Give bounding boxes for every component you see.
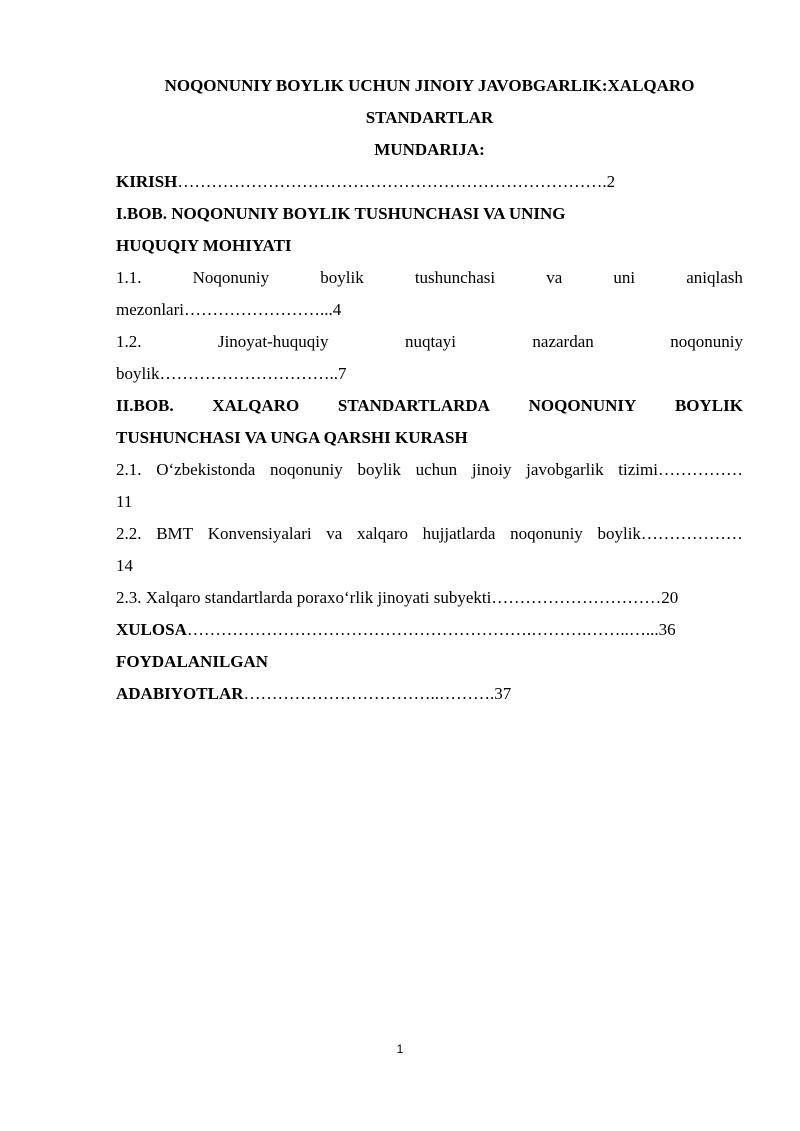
toc-entry-2-2-continuation: 14 <box>116 556 133 575</box>
toc-word: Noqonuniy <box>192 268 270 287</box>
toc-entry-xulosa <box>116 614 743 646</box>
page-content <box>116 70 743 710</box>
toc-word: xalqaro <box>357 524 408 543</box>
toc-entry-adabiyotlar <box>116 678 743 710</box>
toc-entry-1-1-continuation: mezonlari……………………...4 <box>116 300 342 319</box>
toc-entry-leader: …………………………………………………….……….……..…...36 <box>186 620 676 639</box>
toc-word: aniqlash <box>686 268 743 287</box>
toc-chapter-1-line-1: I.BOB. NOQONUNIY BOYLIK TUSHUNCHASI VA UNING <box>116 204 566 223</box>
toc-entry-1-2-continuation: boylik…………………………..7 <box>116 364 347 383</box>
toc-entry-leader: ………………………………………………………………….2 <box>177 172 616 191</box>
toc-entry-2-2 <box>116 518 743 550</box>
toc-word: tizimi…………… <box>618 460 743 479</box>
toc-word: javobgarlik <box>526 460 604 479</box>
toc-entry-label: KIRISH <box>116 172 178 191</box>
toc-entry-label: XULOSA <box>116 620 187 639</box>
toc-word: boylik……………… <box>597 524 743 543</box>
toc-word: nazardan <box>532 332 594 351</box>
toc-word: 1.2. <box>116 332 142 351</box>
toc-word: 2.2. <box>116 524 142 543</box>
toc-word: boylik <box>320 268 364 287</box>
toc-word: boylik <box>357 460 401 479</box>
document-title-line-1: NOQONUNIY BOYLIK UCHUN JINOIY JAVOBGARLIK:XALQARO <box>164 76 695 95</box>
toc-entry-2-1-continuation: 11 <box>116 492 133 511</box>
toc-word: uni <box>613 268 636 287</box>
toc-entry-1-2 <box>116 326 743 358</box>
toc-entry-leader: ……………………………..……….37 <box>243 684 512 703</box>
toc-word: uchun <box>415 460 458 479</box>
toc-word: BMT <box>156 524 194 543</box>
toc-word: jinoiy <box>471 460 512 479</box>
toc-word: O‘zbekistonda <box>156 460 256 479</box>
toc-entry-foydalanilgan: FOYDALANILGAN <box>116 652 269 671</box>
toc-heading: MUNDARIJA: <box>374 140 485 159</box>
toc-word: noqonuniy <box>670 332 743 351</box>
page-number: 1 <box>396 1042 404 1056</box>
toc-entry-kirish <box>116 166 743 198</box>
toc-chapter-2-line-1 <box>116 390 743 422</box>
toc-entry-2-1 <box>116 454 743 486</box>
toc-word: II.BOB. <box>116 396 174 415</box>
toc-word: 2.1. <box>116 460 142 479</box>
toc-entry-2-3: 2.3. Xalqaro standartlarda poraxo‘rlik jinoyati subyekti…………………………20 <box>116 588 679 607</box>
toc-word: va <box>326 524 343 543</box>
toc-entry-1-1 <box>116 262 743 294</box>
toc-word: NOQONUNIY <box>528 396 637 415</box>
toc-word: Konvensiyalari <box>207 524 312 543</box>
toc-word: noqonuniy <box>270 460 343 479</box>
toc-word: STANDARTLARDA <box>337 396 490 415</box>
toc-word: va <box>546 268 563 287</box>
toc-word: Jinoyat-huquqiy <box>217 332 329 351</box>
toc-word: BOYLIK <box>674 396 743 415</box>
toc-word: nuqtayi <box>404 332 456 351</box>
toc-chapter-1-line-2: HUQUQIY MOHIYATI <box>116 236 292 255</box>
document-title-line-2: STANDARTLAR <box>365 108 494 127</box>
toc-word: XALQARO <box>212 396 300 415</box>
toc-word: tushunchasi <box>414 268 496 287</box>
toc-word: hujjatlarda <box>422 524 496 543</box>
toc-word: noqonuniy <box>510 524 583 543</box>
toc-chapter-2-line-2: TUSHUNCHASI VA UNGA QARSHI KURASH <box>116 428 468 447</box>
toc-entry-label: ADABIYOTLAR <box>116 684 244 703</box>
toc-word: 1.1. <box>116 268 142 287</box>
